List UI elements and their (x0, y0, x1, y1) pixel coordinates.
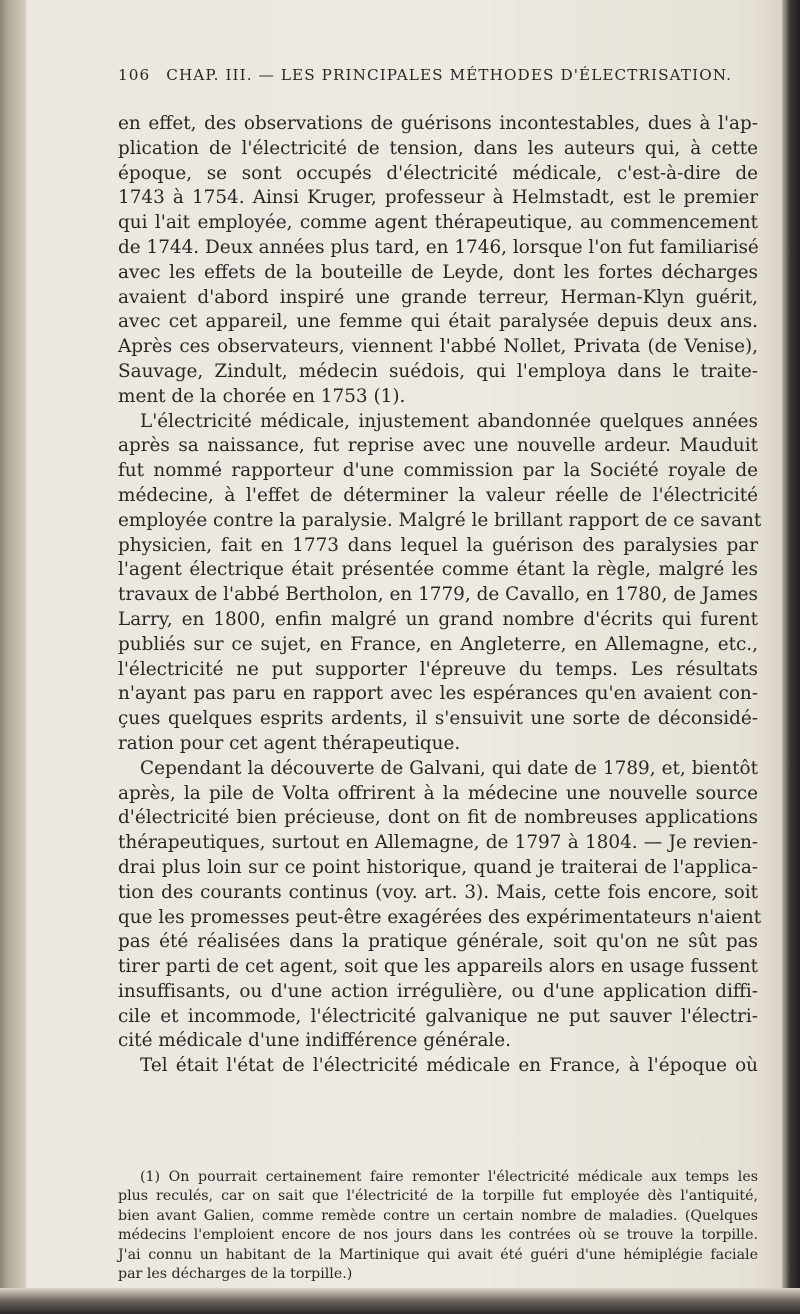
footnote-line: par les décharges de la torpille.) (118, 1266, 353, 1283)
text-line: Après ces observateurs, viennent l'abbé Nollet, Privata (de Venise), (118, 336, 758, 358)
text-line: L'électricité médicale, injustement abandonnée quelques années (140, 410, 758, 432)
text-line: d'électricité bien précieuse, dont on fit de nombreuses applications (118, 807, 758, 829)
footnote-line: J'ai connu un habitant de la Martinique qui avait été guéri d'une hémiplégie faciale (118, 1246, 758, 1263)
text-line: après, la pile de Volta offrirent à la médecine une nouvelle source (118, 782, 758, 804)
text-line: cile et incommode, l'électricité galvanique ne put sauver l'électri- (118, 1005, 758, 1027)
text-line: thérapeutiques, surtout en Allemagne, de 1797 à 1804. — Je revien- (118, 832, 758, 854)
page-number: 106 (118, 66, 151, 84)
footnote-line: bien avant Galien, comme remède contre un certain nombre de maladies. (Quelques (118, 1207, 758, 1224)
text-line: Tel était l'état de l'électricité médicale en France, à l'époque où (140, 1055, 758, 1077)
running-head-title: CHAP. III. — LES PRINCIPALES MÉTHODES D'ÉLECTRISATION. (166, 66, 733, 84)
text-line: pas été réalisées dans la pratique générale, soit qu'on ne sût pas (118, 931, 758, 953)
text-line: Larry, en 1800, enfin malgré un grand nombre d'écrits qui furent (118, 608, 758, 630)
text-line: plication de l'électricité de tension, dans les auteurs qui, à cette (118, 137, 758, 159)
text-line: insuffisants, ou d'une action irrégulière, ou d'une application diffi- (118, 980, 758, 1002)
text-line: çues quelques esprits ardents, il s'ensuivit une sorte de déconsidé- (118, 708, 758, 730)
text-line: que les promesses peut-être exagérées des expérimentateurs n'aient (118, 906, 762, 928)
text-line: drai plus loin sur ce point historique, quand je traiterai de l'applica- (118, 856, 758, 878)
running-head (118, 66, 758, 84)
text-line: n'ayant pas paru en rapport avec les espérances qu'en avaient con- (118, 683, 758, 705)
text-line: travaux de l'abbé Bertholon, en 1779, de Cavallo, en 1780, de James (118, 584, 758, 606)
text-line: fut nommé rapporteur d'une commission par la Société royale de (118, 460, 758, 482)
text-line: tion des courants continus (voy. art. 3). Mais, cette fois encore, soit (118, 881, 758, 903)
footnote-line: plus reculés, car on sait que l'électricité de la torpille fut employée dès l'antiquité, (118, 1188, 758, 1205)
footnote (118, 1168, 758, 1284)
text-line: après sa naissance, fut reprise avec une nouvelle ardeur. Mauduit (118, 435, 758, 457)
text-line: physicien, fait en 1773 dans lequel la guérison des paralysies par (118, 534, 758, 556)
text-line: qui l'ait employée, comme agent thérapeutique, au commencement (118, 212, 758, 234)
page-bottom-edge (0, 1288, 800, 1314)
text-line: époque, se sont occupés d'électricité médicale, c'est-à-dire de (118, 162, 758, 184)
text-line: 1743 à 1754. Ainsi Kruger, professeur à Helmstadt, est le premier (118, 187, 758, 209)
footnote-line: (1) On pourrait certainement faire remonter l'électricité médicale aux temps les (140, 1169, 758, 1185)
text-line: avec cet appareil, une femme qui était paralysée depuis deux ans. (118, 311, 758, 333)
text-line: médecine, à l'effet de déterminer la valeur réelle de l'électricité (118, 484, 758, 506)
text-line: ment de la chorée en 1753 (1). (118, 385, 406, 407)
text-line: avec les effets de la bouteille de Leyde, dont les fortes décharges (118, 261, 758, 283)
body-text (118, 112, 762, 1079)
book-spine-shadow (0, 0, 26, 1314)
text-line: cité médicale d'une indifférence générale. (118, 1030, 512, 1052)
text-line: de 1744. Deux années plus tard, en 1746, lorsque l'on fut familiarisé (118, 236, 759, 258)
text-line: l'agent électrique était présentée comme étant la règle, malgré les (118, 559, 758, 581)
footnote-line: médecins l'emploient encore de nos jours dans les contrées où se trouve la torpille. (118, 1227, 758, 1244)
text-line: Cependant la découverte de Galvani, qui date de 1789, et, bientôt (140, 757, 758, 779)
text-line: avaient d'abord inspiré une grande terreur, Herman-Klyn guérit, (118, 286, 758, 308)
text-line: tirer parti de cet agent, soit que les appareils alors en usage fussent (118, 956, 758, 978)
text-line: publiés sur ce sujet, en France, en Angleterre, en Allemagne, etc., (118, 633, 758, 655)
text-line: en effet, des observations de guérisons incontestables, dues à l'ap- (118, 113, 758, 134)
text-line: Sauvage, Zindult, médecin suédois, qui l'employa dans le traite- (118, 360, 758, 382)
text-line: ration pour cet agent thérapeutique. (118, 732, 461, 754)
text-line: l'électricité ne put supporter l'épreuve du temps. Les résultats (118, 658, 758, 680)
text-line: employée contre la paralysie. Malgré le brillant rapport de ce savant (118, 509, 762, 531)
page-right-edge (782, 0, 800, 1314)
